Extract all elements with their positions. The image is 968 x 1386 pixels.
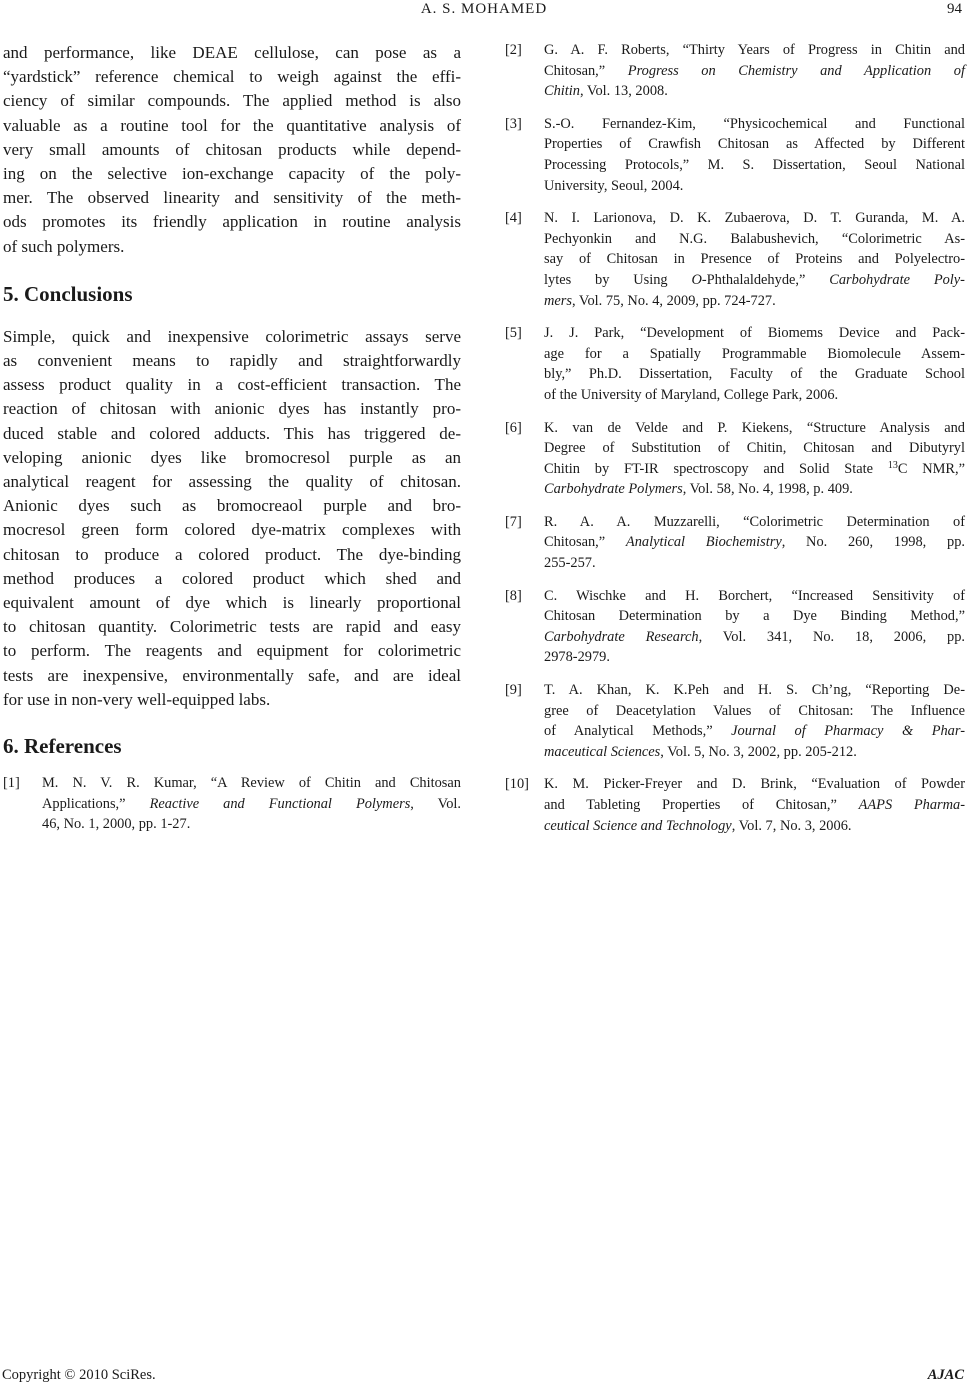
reference-item [505,208,965,311]
text-line: ciency of similar compounds. The applied method is also [3,91,461,111]
text-span: and Tableting Properties of Chitosan,” [544,797,837,813]
text-line: valuable as a routine tool for the quantitative analysis of [3,115,461,135]
text-span: Chitosan,” [544,534,606,551]
journal-title: Reactive and Functional Polymers [149,795,411,812]
text-span: , Vol. 341, No. 18, 2006, pp. [698,628,965,645]
conclusions-paragraph [3,325,461,712]
reference-number: [7] [505,513,522,530]
reference-number: [5] [505,325,522,342]
running-header [0,0,968,22]
reference-number: [4] [505,210,522,227]
text-line: bly,” Ph.D. Dissertation, Faculty of the Graduate School [544,366,965,383]
left-column [3,41,461,847]
reference-text [544,323,965,405]
journal-title: Carbohydrate Polymers [544,481,683,498]
reference-item [505,774,965,836]
text-line: say of Chitosan in Presence of Proteins and Polyelectro- [544,251,965,268]
text-line: tests are inexpensive, environmentally safe, and are ideal [3,665,461,685]
text-line: C. Wischke and H. Borchert, “Increased Sensitivity of [544,587,965,604]
reference-number: [2] [505,42,522,58]
text-line: G. A. F. Roberts, “Thirty Years of Progress in Chitin and [544,42,965,58]
text-span: , Vol. 75, No. 4, 2009, pp. 724-727. [571,292,776,309]
text-line: to chitosan quantity. Colorimetric tests are rapid and easy [3,617,461,637]
text-line: assess product quality in a cost-efficient transaction. The [3,375,461,395]
text-line: S.-O. Fernandez-Kim, “Physicochemical and Functional [544,115,965,132]
chemical-prefix: O [691,271,702,288]
reference-item [505,680,965,762]
text-line: N. I. Larionova, D. K. Zubaerova, D. T. Guranda, M. A. [544,210,965,227]
reference-text [42,773,461,835]
reference-number: [9] [505,682,522,699]
text-line: J. J. Park, “Development of Biomems Device and Pack- [544,325,965,342]
text-line: University, Seoul, 2004. [544,177,684,194]
text-span: , Vol. 13, 2008. [579,83,668,100]
text-line: age for a Spatially Programmable Biomolecule Assem- [544,345,965,362]
reference-text [544,40,965,102]
reference-number: [10] [505,776,529,793]
copyright-notice: Copyright © 2010 SciRes. [2,1367,156,1383]
text-span: , Vol. 5, No. 3, 2002, pp. 205-212. [660,743,857,760]
text-line: Pechyonkin and N.G. Balabushevich, “Colorimetric As- [544,230,965,247]
text-line: equivalent amount of dye which is linearly proportional [3,593,461,613]
journal-title: AAPS Pharma- [858,797,965,813]
right-column [505,40,965,848]
reference-item [505,418,965,500]
text-line: K. van de Velde and P. Kiekens, “Structure Analysis and [544,419,965,436]
reference-item [505,114,965,196]
reference-number: [3] [505,115,522,132]
journal-title: Chitin [544,83,580,100]
reference-item [505,586,965,668]
reference-item [505,323,965,405]
reference-number: [8] [505,587,522,604]
text-line: ing on the selective ion-exchange capacity of the poly- [3,164,461,184]
text-line: chitosan to produce a colored product. The dye-binding [3,544,461,564]
journal-title: Carbohydrate Research [544,628,699,645]
page-number: 94 [947,1,962,17]
text-span: , Vol. 58, No. 4, 1998, p. 409. [682,481,853,498]
text-line: to perform. The reagents and equipment for colorimetric [3,641,461,661]
text-span: lytes by Using [544,271,668,288]
reference-text [544,114,965,196]
journal-title: ceutical Science and Technology [544,817,732,834]
text-line: Processing Protocols,” M. S. Dissertation, Seoul National [544,156,965,173]
text-line: K. M. Picker-Freyer and D. Brink, “Evaluation of Powder [544,776,965,793]
text-line: ods promotes its friendly application in routine analysis [3,212,461,232]
reference-text [544,512,965,574]
journal-abbreviation: AJAC [927,1367,964,1383]
journal-title: Journal of Pharmacy & Phar- [731,723,965,740]
running-title: A. S. MOHAMED [420,1,548,17]
text-line: of such polymers. [3,236,125,256]
text-span: -Phthalaldehyde,” [701,271,806,288]
text-line: and performance, like DEAE cellulose, can pose as a [3,43,461,62]
reference-text [544,208,965,311]
text-line: for use in non-very well-equipped labs. [3,689,271,709]
journal-title: Progress on Chemistry and Application of [627,62,965,79]
text-line: very small amounts of chitosan products while depend- [3,139,461,159]
journal-title: mers [544,292,572,309]
journal-title: Analytical Biochemistry [625,534,782,551]
reference-text [544,774,965,836]
text-line: method produces a colored product which shed and [3,568,461,588]
isotope-superscript: 13 [887,459,898,471]
reference-text [544,418,965,500]
text-line: T. A. Khan, K. K.Peh and H. S. Ch’ng, “Reporting De- [544,682,965,699]
text-span: , Vol. 7, No. 3, 2006. [731,817,852,834]
reference-item [505,40,965,102]
reference-text [544,680,965,762]
text-line: analytical reagent for assessing the quality of chitosan. [3,472,461,492]
text-line: mocresol green form colored dye-matrix complexes with [3,520,461,540]
text-line: 2978-2979. [544,649,610,666]
text-span: C NMR,” [897,460,965,477]
text-span: Chitin by FT-IR spectroscopy and Solid State [544,460,888,477]
reference-number: [6] [505,419,522,436]
journal-title: maceutical Sciences [544,743,661,760]
journal-title: Carbohydrate Poly- [829,271,965,288]
intro-paragraph [3,41,461,259]
reference-item [505,512,965,574]
text-line: gree of Deacetylation Values of Chitosan: The Influence [544,702,965,719]
text-line: as convenient means to rapidly and straightforwardly [3,351,461,371]
text-line: 46, No. 1, 2000, pp. 1-27. [42,816,191,833]
text-line: reaction of chitosan with anionic dyes has instantly pro- [3,399,461,419]
text-line: Properties of Crawfish Chitosan as Affected by Different [544,136,965,153]
text-line: R. A. A. Muzzarelli, “Colorimetric Determination of [544,513,965,530]
text-span: Chitosan,” [544,62,606,79]
reference-number: [1] [3,775,20,792]
reference-item [3,773,461,835]
text-line: 255-257. [544,555,596,572]
conclusions-heading: 5. Conclusions [3,281,133,306]
text-line: of the University of Maryland, College Park, 2006. [544,386,839,403]
references-heading: 6. References [3,734,122,759]
text-line: veloping anionic dyes like bromocresol purple as an [3,447,461,467]
text-line: Anionic dyes such as bromocreaol purple and bro- [3,496,461,516]
reference-text [544,586,965,668]
text-line: Chitosan Determination by a Dye Binding Method,” [544,608,965,625]
text-line: Degree of Substitution of Chitin, Chitosan and Dibutyryl [544,440,965,457]
text-span: , Vol. [410,795,461,812]
text-line: Simple, quick and inexpensive colorimetric assays serve [3,326,461,346]
text-span: of Analytical Methods,” [544,723,713,740]
text-line: M. N. V. R. Kumar, “A Review of Chitin and Chitosan [42,775,461,792]
text-line: “yardstick” reference chemical to weigh against the effi- [3,67,461,87]
text-line: mer. The observed linearity and sensitivity of the meth- [3,188,461,208]
text-span: , No. 260, 1998, pp. [781,534,965,551]
text-span: Applications,” [42,795,126,812]
text-line: duced stable and colored adducts. This has triggered de- [3,423,461,443]
